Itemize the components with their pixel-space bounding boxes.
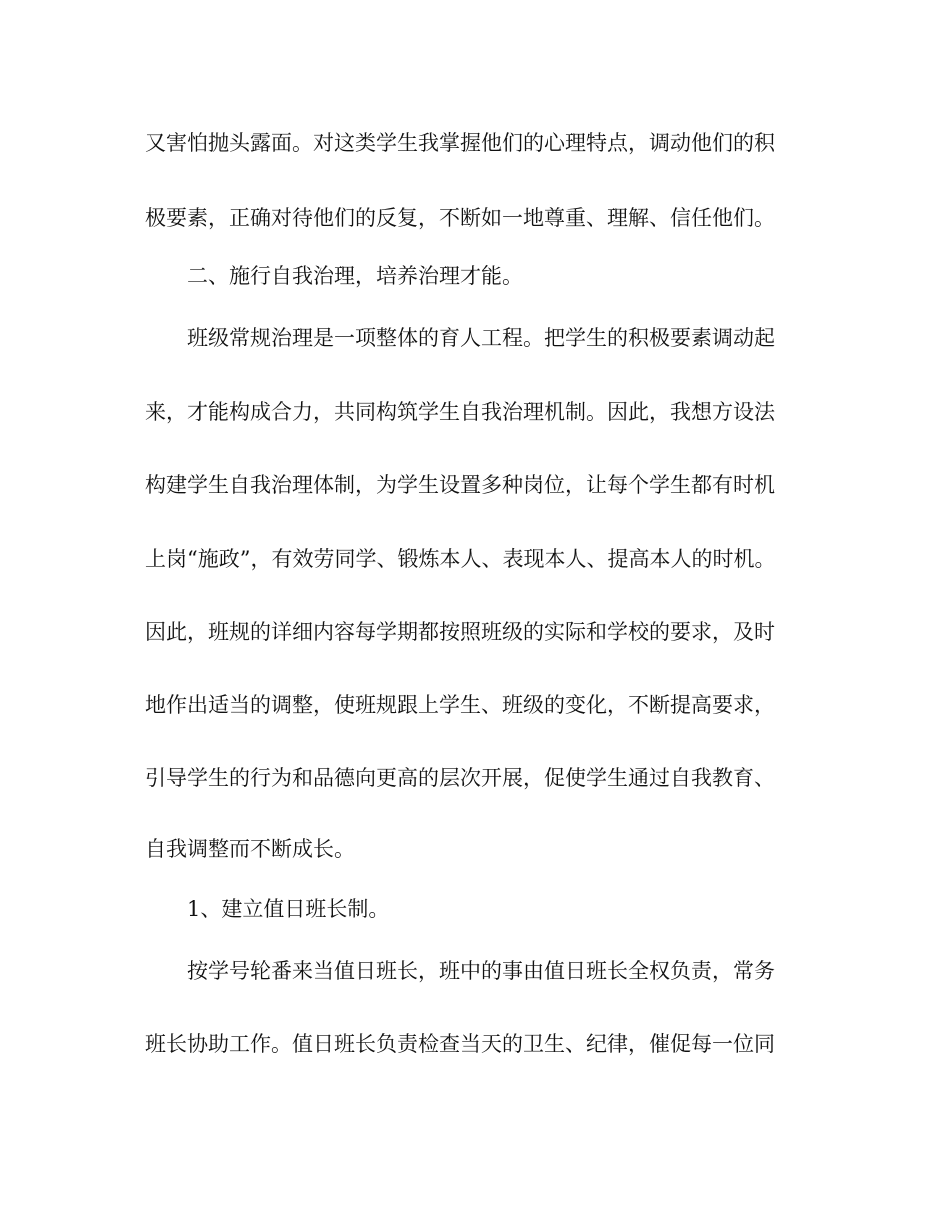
paragraph-line: 极要素，正确对待他们的反复，不断如一地尊重、理解、信任他们。 bbox=[145, 206, 775, 230]
paragraph-line: 班长协助工作。值日班长负责检查当天的卫生、纪律，催促每一位同 bbox=[145, 1032, 775, 1056]
paragraph-line: 自我调整而不断成长。 bbox=[145, 837, 355, 861]
paragraph-line: 按学号轮番来当值日班长，班中的事由值日班长全权负责，常务 bbox=[187, 959, 775, 983]
subsection-heading: 1、建立值日班长制。 bbox=[187, 897, 390, 921]
paragraph-line: 引导学生的行为和品德向更高的层次开展，促使学生通过自我教育、 bbox=[145, 766, 775, 790]
paragraph-line: 地作出适当的调整，使班规跟上学生、班级的变化，不断提高要求， bbox=[145, 693, 775, 717]
section-heading: 二、施行自我治理，培养治理才能。 bbox=[187, 264, 523, 288]
paragraph-line: 又害怕抛头露面。对这类学生我掌握他们的心理特点，调动他们的积 bbox=[145, 131, 775, 155]
paragraph-line: 班级常规治理是一项整体的育人工程。把学生的积极要素调动起 bbox=[187, 326, 775, 350]
paragraph-line: 上岗“施政”，有效劳同学、锻炼本人、表现本人、提高本人的时机。 bbox=[145, 547, 776, 571]
paragraph-line: 构建学生自我治理体制，为学生设置多种岗位，让每个学生都有时机 bbox=[145, 473, 775, 497]
paragraph-line: 来，才能构成合力，共同构筑学生自我治理机制。因此，我想方设法 bbox=[145, 400, 775, 424]
paragraph-line: 因此，班规的详细内容每学期都按照班级的实际和学校的要求，及时 bbox=[145, 620, 775, 644]
